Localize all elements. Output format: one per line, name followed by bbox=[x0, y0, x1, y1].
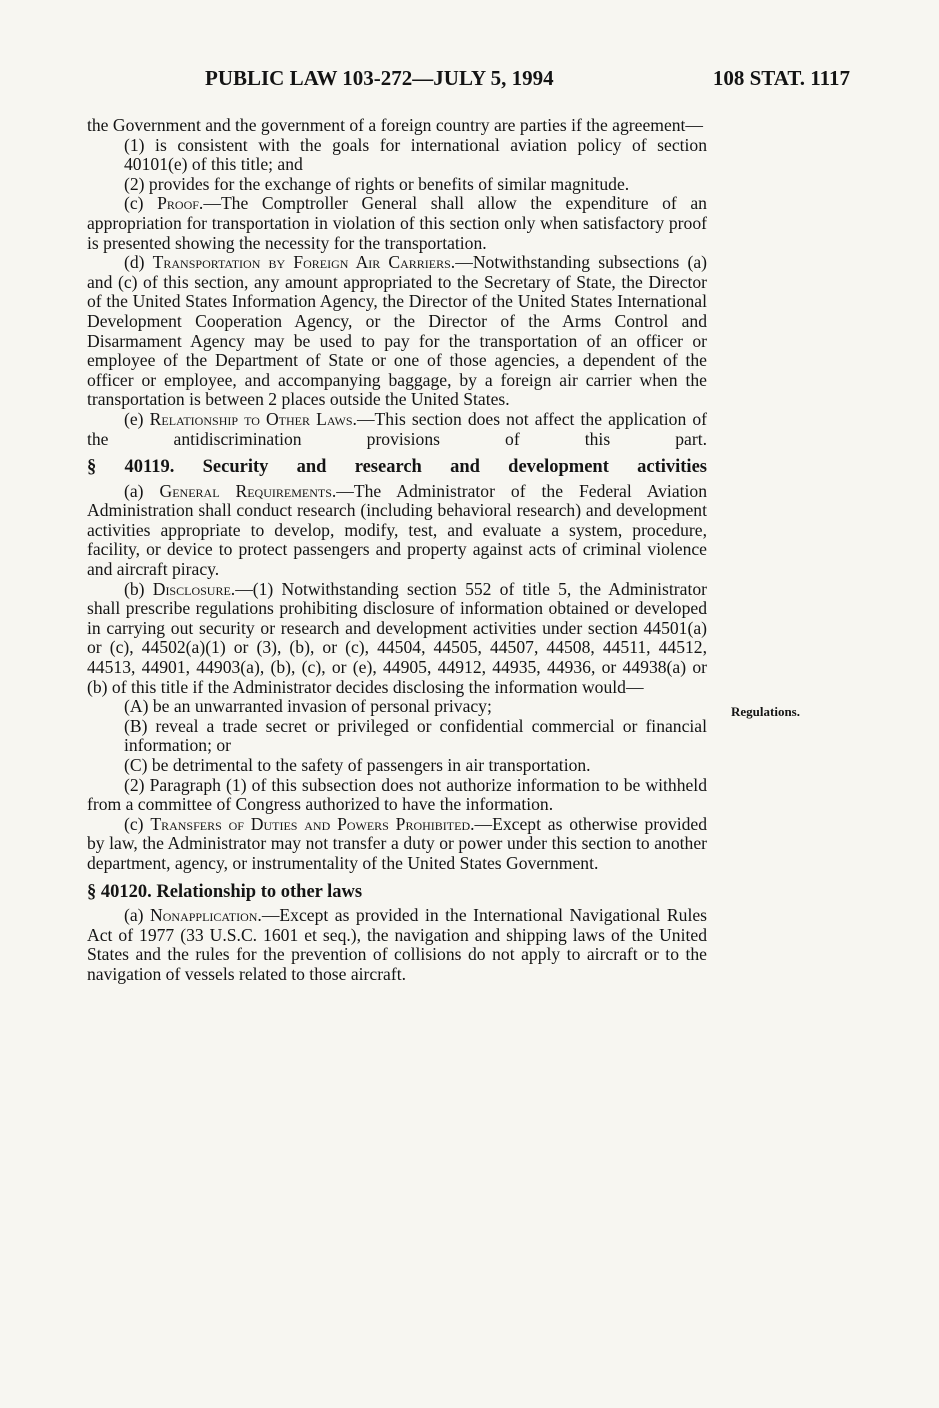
subsection-label: (a) bbox=[124, 480, 160, 501]
subsection-text: —Except as otherwise provided by law, the Administrator may not transfer a duty or power under this section to another department, agency, or instrumentality of the United States Government. bbox=[87, 813, 707, 873]
section-heading-40120: § 40120. Relationship to other laws bbox=[87, 881, 363, 902]
subsection-b-disclosure bbox=[87, 580, 707, 698]
subsection-text: —(1) Notwithstanding section 552 of title 5, the Administrator shall prescribe regulations prohibiting disclosure of information obtained or developed in carrying out security or research and development activities under section 44501(a) or (c), 44502(a)(1) or (3), (b), or (c), 44504, 44505, 44507, 44508, 44511, 44512, 44513, 44901, 44903(a), (b), (c), or (e), 44905, 44912, 44935, 44936, or 44938(a) or (b) of this title if the Administrator decides disclosing the information would— bbox=[87, 578, 707, 697]
subsection-c-proof bbox=[87, 194, 707, 253]
subsection-text: —This section does not affect the application of the antidiscrimination provisions of this part. bbox=[87, 408, 708, 449]
subsection-label: (b) bbox=[124, 578, 153, 599]
subsection-c-transfers-prohibited bbox=[87, 815, 707, 874]
subsection-heading: Disclosure. bbox=[152, 578, 236, 599]
margin-note-regulations: Regulations. bbox=[731, 704, 800, 719]
subsection-e-other-laws bbox=[87, 410, 707, 449]
subsection-heading: Nonapplication. bbox=[150, 905, 262, 926]
subsection-a-general-requirements bbox=[87, 482, 707, 580]
clause-C: (C) be detrimental to the safety of passengers in air transportation. bbox=[124, 755, 591, 775]
subsection-text: —The Comptroller General shall allow the expenditure of an appropriation for transportation in violation of this section only when satisfactory proof is presented showing the necessity for the transportation. bbox=[87, 193, 707, 253]
clause-text: (1) is consistent with the goals for international aviation policy of section 40101(e) of this title; and bbox=[124, 134, 707, 175]
subsection-heading: General Requirements. bbox=[159, 480, 337, 501]
clause-text: (2) provides for the exchange of rights or benefits of similar magnitude. bbox=[124, 173, 630, 194]
page-header bbox=[0, 66, 939, 96]
subsection-a-nonapplication bbox=[87, 906, 707, 984]
subsection-text: —Except as provided in the International Navigational Rules Act of 1977 (33 U.S.C. 1601 et seq.), the navigation and shipping laws of the United States and the rules for the prevention of collisions do not apply to aircraft or to the navigation of vessels related to those aircraft. bbox=[87, 905, 707, 984]
clause-2 bbox=[87, 175, 707, 195]
subsection-text: —The Administrator of the Federal Aviation Administration shall conduct research (including behavioral research) and development activities appropriate to develop, modify, test, and evaluate a system, procedure, facility, or device to protect passengers and property against acts of criminal violence and aircraft piracy. bbox=[87, 480, 707, 580]
subsection-heading: Proof. bbox=[157, 193, 204, 214]
subsection-text: —Notwithstanding subsections (a) and (c) of this section, any amount appropriated to the Secretary of State, the Director of the United States Information Agency, the Director of the United States International Development Cooperation Agency, or the Director of the Arms Control and Disarmament Agency may be used to pay for the transportation of an officer or employee of the Department of State or one of those agencies, a dependent of the officer or employee, and accompanying baggage, by a foreign air carrier when the transportation is between 2 places outside the United States. bbox=[87, 252, 707, 410]
clause-B: (B) reveal a trade secret or privileged or confidential commercial or financial information; or bbox=[124, 715, 707, 756]
subsection-label: (a) bbox=[124, 905, 151, 926]
section-heading-40119: § 40119. Security and research and development activities bbox=[87, 457, 707, 478]
subsection-heading: Transportation by Foreign Air Carriers. bbox=[152, 252, 456, 273]
subsection-label: (c) bbox=[124, 813, 151, 834]
paragraph: the Government and the government of a foreign country are parties if the agreement— bbox=[87, 115, 704, 135]
subsection-heading: Relationship to Other Laws. bbox=[149, 408, 357, 429]
running-title: PUBLIC LAW 103-272—JULY 5, 1994 bbox=[205, 66, 554, 90]
subsection-label: (e) bbox=[124, 408, 150, 429]
subsection-d-foreign-air-carriers bbox=[87, 253, 707, 410]
main-text-column bbox=[87, 116, 707, 985]
statute-page-number: 108 STAT. 1117 bbox=[712, 66, 850, 90]
subsection-label: (c) bbox=[124, 193, 158, 214]
subsection-heading: Transfers of Duties and Powers Prohibited. bbox=[150, 813, 475, 834]
paragraph-2: (2) Paragraph (1) of this subsection does not authorize information to be withheld from a committee of Congress authorized to have the information. bbox=[87, 774, 707, 815]
subsection-label: (d) bbox=[124, 252, 153, 273]
clause-1 bbox=[87, 136, 707, 175]
clause-A: (A) be an unwarranted invasion of personal privacy; bbox=[124, 696, 492, 717]
